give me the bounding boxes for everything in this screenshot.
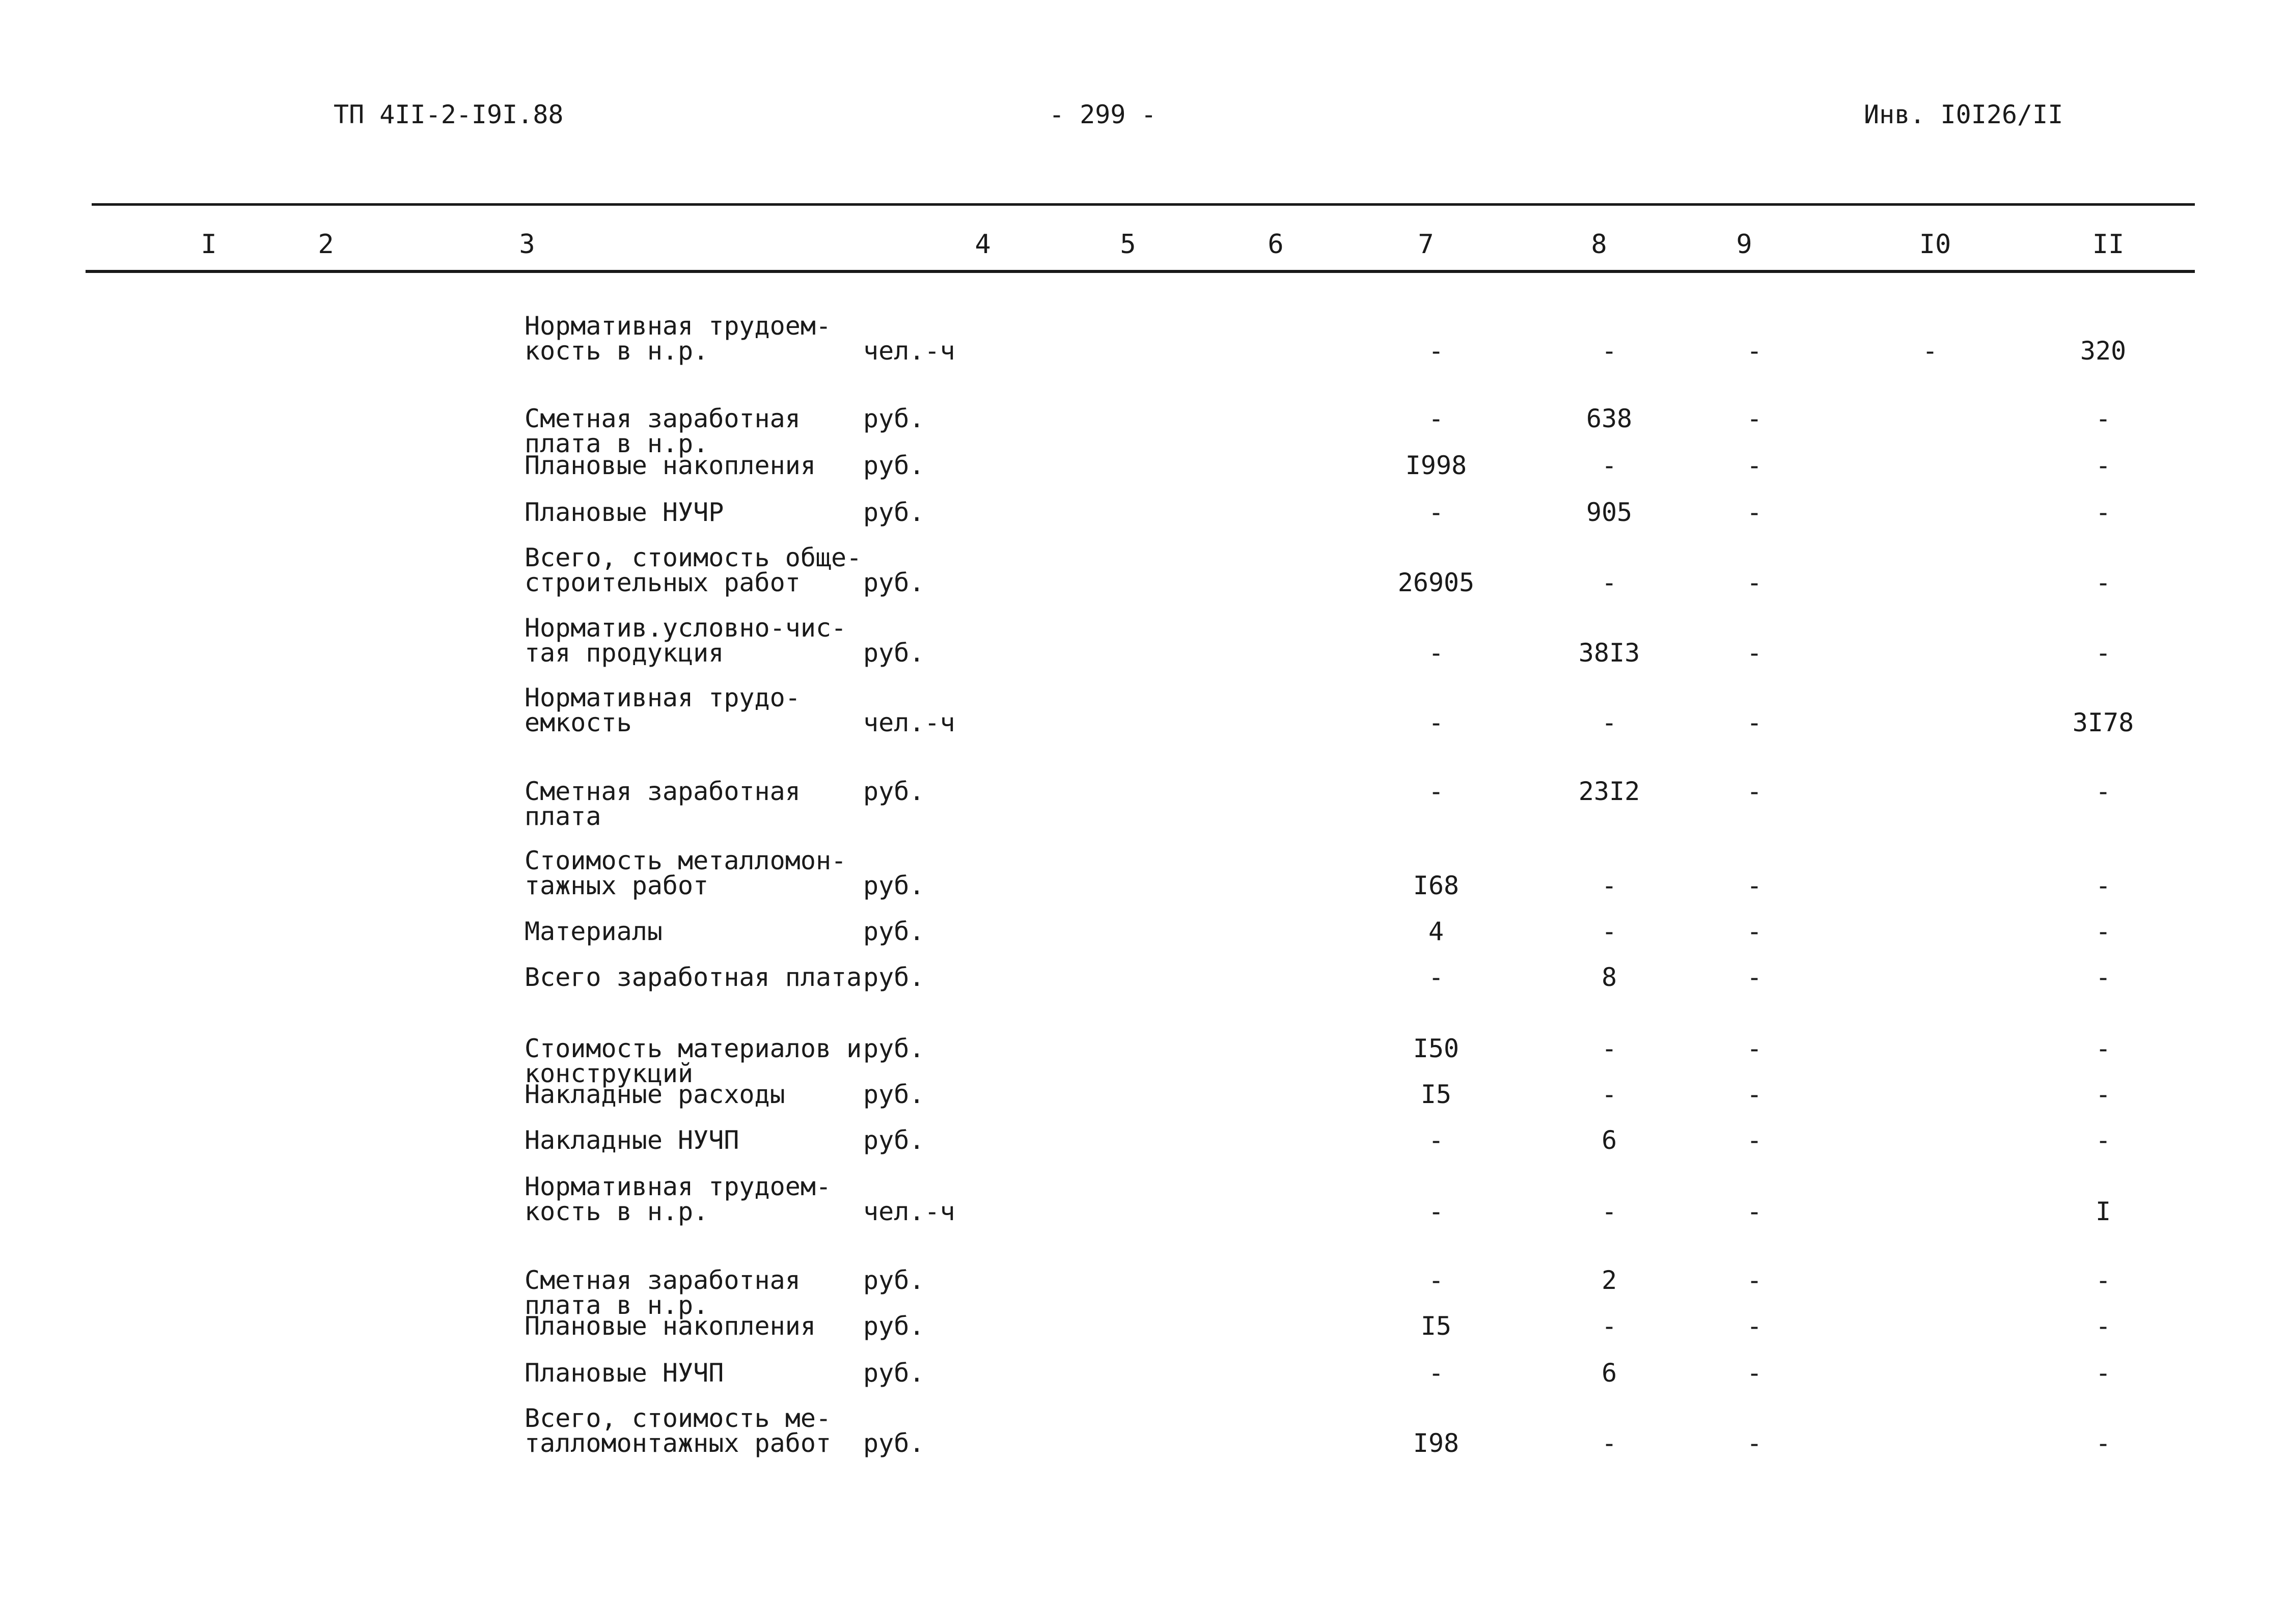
row-14-label: Накладные НУЧП [525, 1125, 739, 1155]
row-10-c11: - [2095, 917, 2111, 946]
row-4-c8: 905 [1586, 498, 1633, 527]
row-6-c7: - [1428, 638, 1444, 668]
row-11-c9: - [1746, 962, 1762, 992]
row-17-c9: - [1746, 1311, 1762, 1341]
row-9-label: Стоимость металломон-тажных работ [525, 846, 847, 900]
row-3-c9: - [1746, 451, 1762, 480]
row-19-c8: - [1601, 1428, 1617, 1458]
column-number-11: II [2092, 229, 2125, 260]
row-18-c8: 6 [1601, 1358, 1617, 1388]
row-15-c7: - [1428, 1197, 1444, 1226]
row-14-c9: - [1746, 1125, 1762, 1155]
row-11-c7: - [1428, 962, 1444, 992]
row-4-c9: - [1746, 498, 1762, 527]
column-number-2: 2 [318, 229, 334, 260]
row-11-c11: - [2095, 962, 2111, 992]
row-14-c11: - [2095, 1125, 2111, 1155]
row-4-c7: - [1428, 498, 1444, 527]
row-2-c8: 638 [1586, 404, 1633, 433]
row-1-unit: чел.-ч [863, 336, 955, 366]
row-1-c10: - [1922, 336, 1938, 366]
row-12-label: Стоимость материалов и конструкций [525, 1034, 862, 1088]
row-1-c8: - [1601, 336, 1617, 366]
row-8-c8: 23I2 [1578, 777, 1640, 806]
row-6-label: Норматив.условно-чис-тая продукция [525, 613, 847, 668]
row-16-c9: - [1746, 1265, 1762, 1295]
row-5-label: Всего, стоимость обще-строительных работ [525, 543, 862, 597]
row-2-label: Сметная заработная плата в н.р. [525, 404, 801, 458]
row-9-unit: руб. [863, 871, 925, 900]
row-12-unit: руб. [863, 1034, 925, 1063]
row-19-unit: руб. [863, 1428, 925, 1458]
column-number-6: 6 [1268, 229, 1284, 260]
row-12-c8: - [1601, 1034, 1617, 1063]
row-12-c9: - [1746, 1034, 1762, 1063]
row-16-c7: - [1428, 1265, 1444, 1295]
row-16-label: Сметная заработная плата в н.р. [525, 1265, 801, 1320]
row-18-unit: руб. [863, 1358, 925, 1388]
row-1-c11: 320 [2080, 336, 2127, 366]
row-8-c9: - [1746, 777, 1762, 806]
row-2-c11: - [2095, 404, 2111, 433]
row-5-c11: - [2095, 568, 2111, 597]
row-3-c7: I998 [1405, 451, 1467, 480]
row-18-c9: - [1746, 1358, 1762, 1388]
row-10-c8: - [1601, 917, 1617, 946]
row-5-c9: - [1746, 568, 1762, 597]
row-2-c9: - [1746, 404, 1762, 433]
row-6-c9: - [1746, 638, 1762, 668]
row-14-c8: 6 [1601, 1125, 1617, 1155]
row-8-label: Сметная заработная плата [525, 777, 801, 831]
row-19-c11: - [2095, 1428, 2111, 1458]
row-16-c11: - [2095, 1265, 2111, 1295]
column-number-5: 5 [1120, 229, 1136, 260]
row-14-unit: руб. [863, 1125, 925, 1155]
row-11-label: Всего заработная плата [525, 962, 862, 992]
row-4-c11: - [2095, 498, 2111, 527]
row-13-c8: - [1601, 1080, 1617, 1109]
row-5-unit: руб. [863, 568, 925, 597]
row-7-c9: - [1746, 708, 1762, 737]
column-number-8: 8 [1591, 229, 1607, 260]
document-code: ТП 4II-2-I9I.88 [334, 100, 564, 129]
row-15-c11: I [2095, 1197, 2111, 1226]
row-12-c11: - [2095, 1034, 2111, 1063]
row-18-c11: - [2095, 1358, 2111, 1388]
row-7-c7: - [1428, 708, 1444, 737]
row-1-label: Нормативная трудоем-кость в н.р. [525, 311, 832, 366]
row-16-c8: 2 [1601, 1265, 1617, 1295]
row-17-c11: - [2095, 1311, 2111, 1341]
column-number-3: 3 [519, 229, 535, 260]
row-3-c11: - [2095, 451, 2111, 480]
row-13-label: Накладные расходы [525, 1080, 785, 1109]
row-9-c7: I68 [1413, 871, 1459, 900]
row-13-c11: - [2095, 1080, 2111, 1109]
row-15-unit: чел.-ч [863, 1197, 955, 1226]
row-8-unit: руб. [863, 777, 925, 806]
row-13-c9: - [1746, 1080, 1762, 1109]
row-19-c7: I98 [1413, 1428, 1459, 1458]
row-3-unit: руб. [863, 451, 925, 480]
row-8-c11: - [2095, 777, 2111, 806]
row-10-c9: - [1746, 917, 1762, 946]
row-11-unit: руб. [863, 962, 925, 992]
row-4-unit: руб. [863, 498, 925, 527]
row-7-c8: - [1601, 708, 1617, 737]
row-7-c11: 3I78 [2072, 708, 2134, 737]
row-1-c7: - [1428, 336, 1444, 366]
row-3-c8: - [1601, 451, 1617, 480]
row-13-unit: руб. [863, 1080, 925, 1109]
row-10-c7: 4 [1428, 917, 1444, 946]
row-16-unit: руб. [863, 1265, 925, 1295]
column-number-7: 7 [1418, 229, 1434, 260]
row-14-c7: - [1428, 1125, 1444, 1155]
row-10-unit: руб. [863, 917, 925, 946]
row-17-c7: I5 [1420, 1311, 1452, 1341]
table-top-rule [92, 203, 2195, 206]
row-9-c11: - [2095, 871, 2111, 900]
row-19-c9: - [1746, 1428, 1762, 1458]
row-15-c8: - [1601, 1197, 1617, 1226]
column-number-9: 9 [1736, 229, 1752, 260]
row-17-unit: руб. [863, 1311, 925, 1341]
row-11-c8: 8 [1601, 962, 1617, 992]
row-6-c11: - [2095, 638, 2111, 668]
row-17-label: Плановые накопления [525, 1311, 816, 1341]
column-number-1: I [201, 229, 217, 260]
row-8-c7: - [1428, 777, 1444, 806]
row-10-label: Материалы [525, 917, 663, 946]
row-15-label: Нормативная трудоем-кость в н.р. [525, 1172, 832, 1226]
table-header-rule [86, 270, 2195, 273]
row-4-label: Плановые НУЧР [525, 498, 724, 527]
row-6-unit: руб. [863, 638, 925, 668]
row-9-c8: - [1601, 871, 1617, 900]
row-15-c9: - [1746, 1197, 1762, 1226]
row-7-label: Нормативная трудо-емкость [525, 683, 801, 737]
page-number: - 299 - [1049, 100, 1156, 129]
column-number-10: I0 [1919, 229, 1951, 260]
row-12-c7: I50 [1413, 1034, 1459, 1063]
row-5-c7: 26905 [1397, 568, 1475, 597]
inventory-number: Инв. I0I26/II [1864, 100, 2063, 129]
row-5-c8: - [1601, 568, 1617, 597]
row-6-c8: 38I3 [1578, 638, 1640, 668]
row-3-label: Плановые накопления [525, 451, 816, 480]
row-2-c7: - [1428, 404, 1444, 433]
row-19-label: Всего, стоимость ме-талломонтажных работ [525, 1403, 832, 1458]
row-18-label: Плановые НУЧП [525, 1358, 724, 1388]
column-number-4: 4 [975, 229, 991, 260]
row-17-c8: - [1601, 1311, 1617, 1341]
row-2-unit: руб. [863, 404, 925, 433]
row-7-unit: чел.-ч [863, 708, 955, 737]
row-13-c7: I5 [1420, 1080, 1452, 1109]
row-1-c9: - [1746, 336, 1762, 366]
row-9-c9: - [1746, 871, 1762, 900]
row-18-c7: - [1428, 1358, 1444, 1388]
